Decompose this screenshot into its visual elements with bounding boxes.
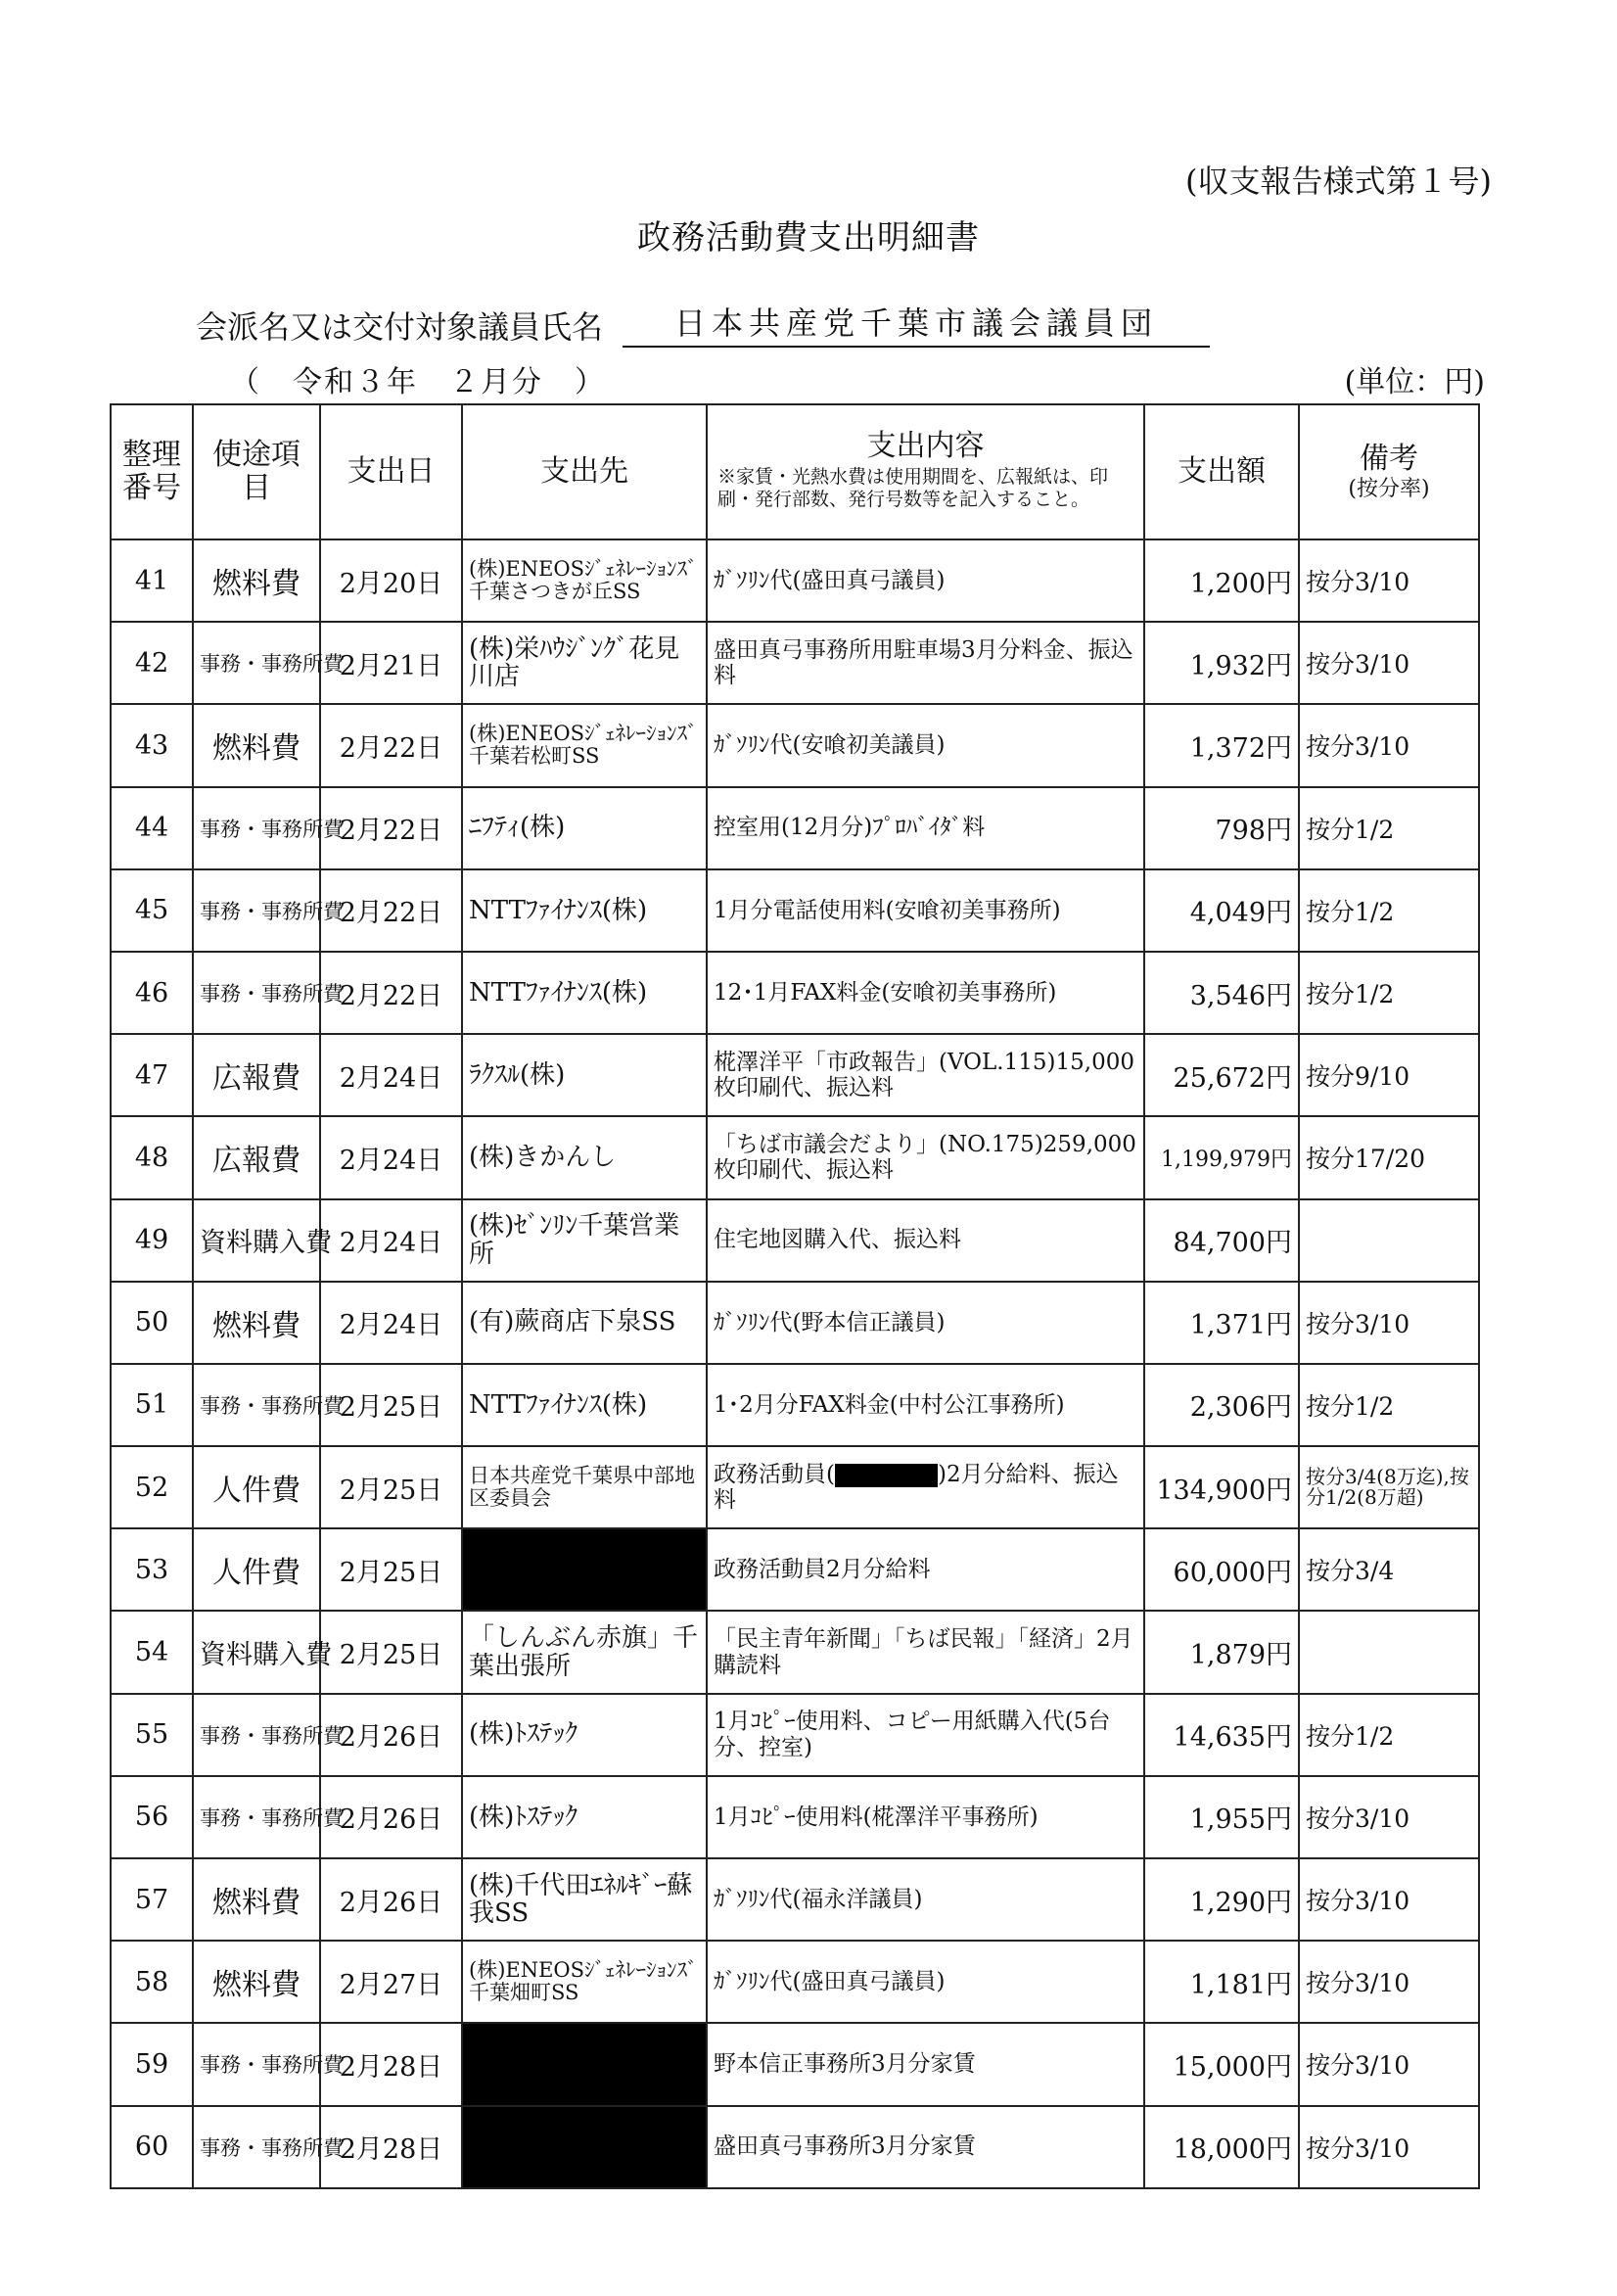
payee: (株)ENEOSｼﾞｪﾈﾚｰｼｮﾝｽﾞ千葉若松町SS — [462, 704, 707, 786]
payee: (株)栄ﾊｳｼﾞﾝｸﾞ花見川店 — [462, 622, 707, 704]
row-number: 48 — [111, 1116, 193, 1198]
expense-date: 2月24日 — [320, 1116, 462, 1198]
table-row — [111, 1199, 1479, 1282]
payee: (有)蕨商店下泉SS — [462, 1282, 707, 1364]
payee: (株)ﾄｽﾃｯｸ — [462, 1694, 707, 1776]
expense-item: 人件費 — [193, 1446, 320, 1528]
expense-item: 事務・事務所費 — [193, 1776, 320, 1858]
expense-amount: 1,199,979円 — [1144, 1116, 1299, 1198]
row-number: 50 — [111, 1282, 193, 1364]
expense-date: 2月26日 — [320, 1776, 462, 1858]
table-row — [111, 1941, 1479, 2023]
expense-item: 資料購入費 — [193, 1611, 320, 1693]
remarks: 按分1/2 — [1299, 787, 1479, 869]
payee: ﾗｸｽﾙ(株) — [462, 1034, 707, 1116]
payee: (株)ﾄｽﾃｯｸ — [462, 1776, 707, 1858]
expense-amount: 134,900円 — [1144, 1446, 1299, 1528]
col-header-payee: 支出先 — [462, 404, 707, 539]
expense-item: 広報費 — [193, 1116, 320, 1198]
col-header-remarks-sub: (按分率) — [1348, 476, 1430, 501]
row-number: 44 — [111, 787, 193, 869]
remarks: 按分3/4 — [1299, 1528, 1479, 1611]
col-header-no — [111, 404, 193, 539]
payee: (株)千代田ｴﾈﾙｷﾞｰ蘇我SS — [462, 1858, 707, 1941]
expense-content: ｶﾞｿﾘﾝ代(野本信正議員) — [707, 1282, 1144, 1364]
expense-content: 1･2月分FAX料金(中村公江事務所) — [707, 1364, 1144, 1446]
row-number: 53 — [111, 1528, 193, 1611]
expense-date: 2月25日 — [320, 1446, 462, 1528]
col-header-content — [707, 404, 1144, 539]
expense-amount: 1,879円 — [1144, 1611, 1299, 1693]
expense-item: 事務・事務所費 — [193, 2106, 320, 2188]
expense-item: 事務・事務所費 — [193, 1694, 320, 1776]
table-row — [111, 1776, 1479, 1858]
row-number: 56 — [111, 1776, 193, 1858]
expense-item: 事務・事務所費 — [193, 787, 320, 869]
payee: (株)きかんし — [462, 1116, 707, 1198]
table-row — [111, 1282, 1479, 1364]
expense-content: ｶﾞｿﾘﾝ代(安喰初美議員) — [707, 704, 1144, 786]
expense-content: ｶﾞｿﾘﾝ代(盛田真弓議員) — [707, 539, 1144, 622]
remarks: 按分3/4(8万迄),按分1/2(8万超) — [1299, 1446, 1479, 1528]
expense-amount: 18,000円 — [1144, 2106, 1299, 2188]
expense-content: 盛田真弓事務所用駐車場3月分料金、振込料 — [707, 622, 1144, 704]
expense-amount: 1,372円 — [1144, 704, 1299, 786]
row-number: 52 — [111, 1446, 193, 1528]
expense-amount: 1,290円 — [1144, 1858, 1299, 1941]
payee-redacted — [462, 2106, 707, 2188]
row-number: 59 — [111, 2023, 193, 2105]
payee: (株)ｾﾞﾝﾘﾝ千葉営業所 — [462, 1199, 707, 1282]
expense-content: 椛澤洋平「市政報告」(VOL.115)15,000枚印刷代、振込料 — [707, 1034, 1144, 1116]
row-number: 57 — [111, 1858, 193, 1941]
remarks — [1299, 1199, 1479, 1282]
expense-item: 事務・事務所費 — [193, 952, 320, 1034]
remarks: 按分1/2 — [1299, 869, 1479, 952]
expense-amount: 1,955円 — [1144, 1776, 1299, 1858]
expense-content: 盛田真弓事務所3月分家賃 — [707, 2106, 1144, 2188]
expense-content: 住宅地図購入代、振込料 — [707, 1199, 1144, 1282]
remarks: 按分3/10 — [1299, 704, 1479, 786]
expense-amount: 1,932円 — [1144, 622, 1299, 704]
table-row — [111, 952, 1479, 1034]
col-header-remarks-title: 備考 — [1360, 442, 1418, 477]
table-row — [111, 2106, 1479, 2188]
expense-content: 1月分電話使用料(安喰初美事務所) — [707, 869, 1144, 952]
expense-content: 控室用(12月分)ﾌﾟﾛﾊﾞｲﾀﾞ料 — [707, 787, 1144, 869]
expense-content: 政務活動員2月分給料 — [707, 1528, 1144, 1611]
payee: 「しんぶん赤旗」千葉出張所 — [462, 1611, 707, 1693]
expense-item: 事務・事務所費 — [193, 2023, 320, 2105]
remarks: 按分3/10 — [1299, 1776, 1479, 1858]
expense-content-suffix: )2月分給料、振込料 — [714, 1461, 1119, 1514]
remarks: 按分3/10 — [1299, 622, 1479, 704]
table-row — [111, 1116, 1479, 1198]
row-number: 41 — [111, 539, 193, 622]
expense-item: 燃料費 — [193, 539, 320, 622]
expense-date: 2月20日 — [320, 539, 462, 622]
payee: (株)ENEOSｼﾞｪﾈﾚｰｼｮﾝｽﾞ千葉さつきが丘SS — [462, 539, 707, 622]
remarks: 按分3/10 — [1299, 2023, 1479, 2105]
col-header-no-line2: 番号 — [122, 471, 181, 505]
table-row — [111, 869, 1479, 952]
payee: ﾆﾌﾃｨ(株) — [462, 787, 707, 869]
payee: (株)ENEOSｼﾞｪﾈﾚｰｼｮﾝｽﾞ千葉畑町SS — [462, 1941, 707, 2023]
expense-date: 2月25日 — [320, 1611, 462, 1693]
expense-content: 「ちば市議会だより」(NO.175)259,000枚印刷代、振込料 — [707, 1116, 1144, 1198]
col-header-no-line1: 整理 — [122, 437, 181, 472]
expense-content: 12･1月FAX料金(安喰初美事務所) — [707, 952, 1144, 1034]
expense-table — [110, 403, 1480, 2189]
expense-content: 野本信正事務所3月分家賃 — [707, 2023, 1144, 2105]
table-row — [111, 1034, 1479, 1116]
row-number: 58 — [111, 1941, 193, 2023]
row-number: 47 — [111, 1034, 193, 1116]
expense-content — [707, 1446, 1144, 1528]
expense-item: 燃料費 — [193, 1282, 320, 1364]
expense-amount: 4,049円 — [1144, 869, 1299, 952]
expense-amount: 60,000円 — [1144, 1528, 1299, 1611]
remarks: 按分17/20 — [1299, 1116, 1479, 1198]
expense-date: 2月26日 — [320, 1694, 462, 1776]
expense-date: 2月21日 — [320, 622, 462, 704]
expense-item: 資料購入費 — [193, 1199, 320, 1282]
expense-amount: 15,000円 — [1144, 2023, 1299, 2105]
expense-content: ｶﾞｿﾘﾝ代(盛田真弓議員) — [707, 1941, 1144, 2023]
remarks — [1299, 1611, 1479, 1693]
form-number: (収支報告様式第１号) — [1185, 163, 1492, 200]
expense-item: 燃料費 — [193, 704, 320, 786]
payee-redacted — [462, 2023, 707, 2105]
col-header-content-title: 支出内容 — [866, 429, 985, 463]
col-header-content-note: ※家賃・光熱水費は使用期間を、広報紙は、印刷・発行部数、発行号数等を記入すること。 — [717, 465, 1109, 511]
expense-date: 2月27日 — [320, 1941, 462, 2023]
expense-date: 2月25日 — [320, 1364, 462, 1446]
expense-amount: 1,200円 — [1144, 539, 1299, 622]
expense-date: 2月26日 — [320, 1858, 462, 1941]
expense-item: 事務・事務所費 — [193, 1364, 320, 1446]
expense-item: 広報費 — [193, 1034, 320, 1116]
col-header-item: 使途項目 — [193, 404, 320, 539]
table-row — [111, 1528, 1479, 1611]
payee: NTTﾌｧｲﾅﾝｽ(株) — [462, 869, 707, 952]
expense-item: 燃料費 — [193, 1941, 320, 2023]
expense-date: 2月22日 — [320, 952, 462, 1034]
remarks: 按分1/2 — [1299, 1364, 1479, 1446]
col-header-date: 支出日 — [320, 404, 462, 539]
expense-content: 1月ｺﾋﾟｰ使用料、コピー用紙購入代(5台分、控室) — [707, 1694, 1144, 1776]
table-row — [111, 1364, 1479, 1446]
remarks: 按分1/2 — [1299, 952, 1479, 1034]
expense-amount: 14,635円 — [1144, 1694, 1299, 1776]
expense-date: 2月24日 — [320, 1199, 462, 1282]
expense-amount: 1,371円 — [1144, 1282, 1299, 1364]
table-row — [111, 1446, 1479, 1528]
expense-content: 1月ｺﾋﾟｰ使用料(椛澤洋平事務所) — [707, 1776, 1144, 1858]
expense-amount: 3,546円 — [1144, 952, 1299, 1034]
table-row — [111, 1611, 1479, 1693]
expense-date: 2月22日 — [320, 869, 462, 952]
col-header-remarks — [1299, 404, 1479, 539]
expense-content: ｶﾞｿﾘﾝ代(福永洋議員) — [707, 1858, 1144, 1941]
expense-date: 2月24日 — [320, 1282, 462, 1364]
expense-item: 事務・事務所費 — [193, 622, 320, 704]
table-row — [111, 787, 1479, 869]
remarks: 按分3/10 — [1299, 2106, 1479, 2188]
document-title: 政務活動費支出明細書 — [637, 218, 980, 258]
row-number: 42 — [111, 622, 193, 704]
row-number: 54 — [111, 1611, 193, 1693]
remarks: 按分3/10 — [1299, 1858, 1479, 1941]
remarks: 按分3/10 — [1299, 539, 1479, 622]
expense-amount: 1,181円 — [1144, 1941, 1299, 2023]
remarks: 按分3/10 — [1299, 1282, 1479, 1364]
expense-date: 2月28日 — [320, 2106, 462, 2188]
expense-date: 2月22日 — [320, 787, 462, 869]
expense-item: 事務・事務所費 — [193, 869, 320, 952]
remarks: 按分9/10 — [1299, 1034, 1479, 1116]
payee: NTTﾌｧｲﾅﾝｽ(株) — [462, 952, 707, 1034]
expense-amount: 25,672円 — [1144, 1034, 1299, 1116]
expense-amount: 798円 — [1144, 787, 1299, 869]
row-number: 49 — [111, 1199, 193, 1282]
table-header-row — [111, 404, 1479, 539]
row-number: 60 — [111, 2106, 193, 2188]
expense-item: 人件費 — [193, 1528, 320, 1611]
table-row — [111, 2023, 1479, 2105]
table-row — [111, 539, 1479, 622]
expense-item: 燃料費 — [193, 1858, 320, 1941]
expense-date: 2月25日 — [320, 1528, 462, 1611]
expense-amount: 84,700円 — [1144, 1199, 1299, 1282]
row-number: 51 — [111, 1364, 193, 1446]
expense-date: 2月28日 — [320, 2023, 462, 2105]
unit-label: (単位：円) — [1344, 365, 1485, 399]
expense-date: 2月24日 — [320, 1034, 462, 1116]
remarks: 按分3/10 — [1299, 1941, 1479, 2023]
party-label: 会派名又は交付対象議員氏名 — [196, 308, 604, 346]
payee-redacted — [462, 1528, 707, 1611]
party-row — [196, 299, 1210, 348]
payee: 日本共産党千葉県中部地区委員会 — [462, 1446, 707, 1528]
table-row — [111, 622, 1479, 704]
report-period: （ 令和３年 ２月分 ） — [230, 365, 606, 399]
party-name: 日本共産党千葉市議会議員団 — [623, 299, 1210, 348]
row-number: 45 — [111, 869, 193, 952]
expense-date: 2月22日 — [320, 704, 462, 786]
remarks: 按分1/2 — [1299, 1694, 1479, 1776]
table-row — [111, 704, 1479, 786]
row-number: 43 — [111, 704, 193, 786]
expense-content: 「民主青年新聞」「ちば民報」「経済」2月購読料 — [707, 1611, 1144, 1693]
row-number: 46 — [111, 952, 193, 1034]
row-number: 55 — [111, 1694, 193, 1776]
payee: NTTﾌｧｲﾅﾝｽ(株) — [462, 1364, 707, 1446]
col-header-amount: 支出額 — [1144, 404, 1299, 539]
table-row — [111, 1858, 1479, 1941]
expense-content-prefix: 政務活動員( — [714, 1461, 835, 1487]
redaction-block — [835, 1464, 938, 1487]
table-row — [111, 1694, 1479, 1776]
expense-amount: 2,306円 — [1144, 1364, 1299, 1446]
